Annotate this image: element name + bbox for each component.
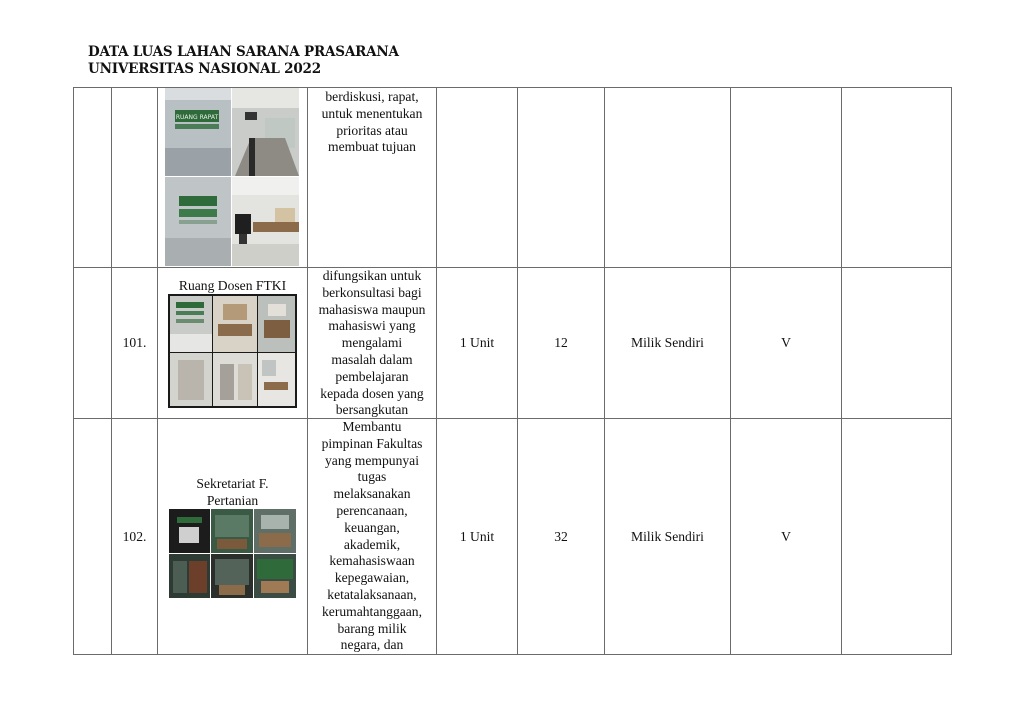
description-line: melaksanakan bbox=[333, 486, 411, 502]
row2-description bbox=[308, 419, 436, 654]
description-line: yang mempunyai bbox=[324, 452, 419, 468]
description-line: akademik, bbox=[343, 536, 401, 552]
description-line: masalah dalam bbox=[331, 351, 413, 367]
description-line: untuk menentukan bbox=[321, 105, 423, 121]
description-line: kepegawaian, bbox=[334, 570, 410, 586]
row1-description bbox=[308, 268, 436, 419]
row2-condition-mark: V bbox=[781, 528, 791, 544]
row2-number: 102. bbox=[122, 528, 147, 544]
description-line: mengalami bbox=[341, 335, 403, 351]
description-line: prioritas atau bbox=[336, 122, 408, 138]
description-line: berkonsultasi bagi bbox=[322, 284, 422, 300]
row0-description bbox=[308, 89, 436, 156]
description-line: keuangan, bbox=[344, 519, 400, 535]
description-line: kepada dosen yang bbox=[320, 385, 424, 401]
lecturer-room-photo-collage bbox=[168, 294, 297, 408]
description-line: membuat tujuan bbox=[328, 139, 416, 155]
title-line-1: DATA LUAS LAHAN SARANA PRASARANA bbox=[88, 44, 399, 60]
meeting-room-photo-collage bbox=[165, 88, 299, 266]
row2-area: 32 bbox=[554, 528, 568, 544]
row1-area: 12 bbox=[554, 335, 568, 350]
description-line: difungsikan untuk bbox=[322, 268, 422, 283]
row1-number: 101. bbox=[122, 335, 147, 350]
row2-room-name-line1: Sekretariat F. bbox=[196, 476, 269, 491]
secretariat-photo-collage bbox=[169, 509, 296, 598]
description-line: Membantu bbox=[342, 419, 402, 434]
description-line: berdiskusi, rapat, bbox=[325, 89, 419, 104]
description-line: ketatalaksanaan, bbox=[327, 586, 417, 602]
row2-ownership: Milik Sendiri bbox=[631, 528, 704, 544]
description-line: pimpinan Fakultas bbox=[321, 435, 423, 451]
sign-text: RUANG RAPAT bbox=[175, 114, 219, 121]
row2-room-name-line2: Pertanian bbox=[206, 493, 259, 508]
row1-condition-mark: V bbox=[781, 335, 791, 350]
description-line: perencanaan, bbox=[336, 502, 408, 518]
description-line: negara, dan bbox=[340, 637, 404, 653]
description-line: bersangkutan bbox=[335, 402, 409, 418]
description-line: mahasiswa maupun bbox=[318, 301, 426, 317]
description-line: pembelajaran bbox=[335, 368, 409, 384]
description-line: mahasiswi yang bbox=[328, 318, 416, 334]
row1-ownership: Milik Sendiri bbox=[631, 335, 704, 350]
row2-room-name bbox=[158, 475, 307, 509]
description-line: kerumahtanggaan, bbox=[321, 603, 423, 619]
row2-quantity: 1 Unit bbox=[459, 528, 495, 544]
row1-quantity: 1 Unit bbox=[459, 335, 495, 350]
description-line: tugas bbox=[357, 469, 387, 485]
description-line: kemahasiswaan bbox=[329, 553, 415, 569]
title-line-2: UNIVERSITAS NASIONAL 2022 bbox=[88, 61, 321, 77]
description-line: barang milik bbox=[337, 620, 407, 636]
row1-room-name: Ruang Dosen FTKI bbox=[178, 278, 287, 293]
